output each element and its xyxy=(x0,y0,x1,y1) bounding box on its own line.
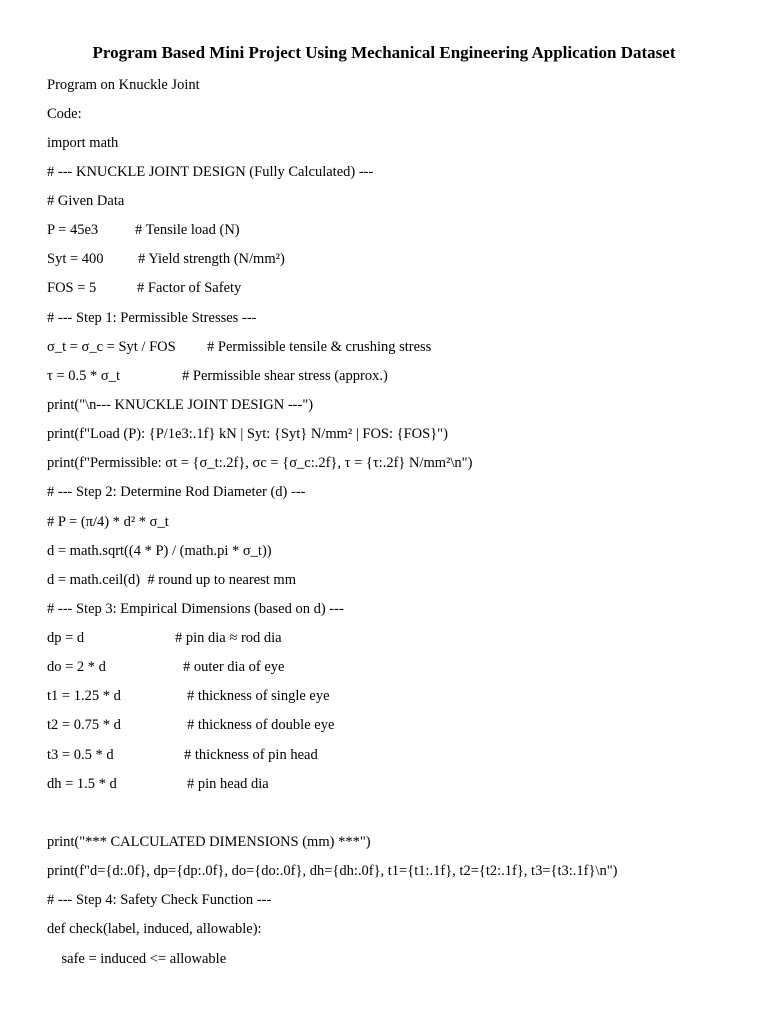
code-line: # --- Step 1: Permissible Stresses --- xyxy=(47,310,257,326)
code-line: dh = 1.5 * d xyxy=(47,776,117,792)
code-line: τ = 0.5 * σ_t xyxy=(47,368,120,384)
code-line: # Given Data xyxy=(47,193,125,209)
code-comment: # outer dia of eye xyxy=(183,659,285,675)
code-line: P = 45e3 xyxy=(47,222,99,238)
code-line: t2 = 0.75 * d xyxy=(47,717,121,733)
code-comment: # Factor of Safety xyxy=(137,280,242,296)
code-line: print("*** CALCULATED DIMENSIONS (mm) ***") xyxy=(47,834,371,850)
code-line: do = 2 * d xyxy=(47,659,106,675)
code-label: Code: xyxy=(47,106,82,122)
code-comment: # Permissible shear stress (approx.) xyxy=(182,368,388,384)
document-title: Program Based Mini Project Using Mechanical Engineering Application Dataset xyxy=(92,43,676,62)
code-line: σ_t = σ_c = Syt / FOS xyxy=(47,339,176,355)
code-line: # P = (π/4) * d² * σ_t xyxy=(47,514,169,530)
code-line: print(f"d={d:.0f}, dp={dp:.0f}, do={do:.0f}, dh={dh:.0f}, t1={t1:.1f}, t2={t2:.1f}, t3={t3:.1f}\n") xyxy=(47,863,618,879)
code-line: d = math.sqrt((4 * P) / (math.pi * σ_t)) xyxy=(47,543,272,559)
code-line: d = math.ceil(d) # round up to nearest mm xyxy=(47,572,296,588)
code-line: # --- Step 2: Determine Rod Diameter (d) --- xyxy=(47,484,306,500)
code-line: print(f"Permissible: σt = {σ_t:.2f}, σc = {σ_c:.2f}, τ = {τ:.2f} N/mm²\n") xyxy=(47,455,473,471)
code-line: import math xyxy=(47,135,119,151)
code-line: safe = induced <= allowable xyxy=(47,951,227,967)
code-line: dp = d xyxy=(47,630,85,646)
code-line: # --- Step 3: Empirical Dimensions (based on d) --- xyxy=(47,601,344,617)
code-line: t1 = 1.25 * d xyxy=(47,688,121,704)
code-comment: # pin head dia xyxy=(187,776,269,792)
code-comment: # thickness of single eye xyxy=(187,688,330,704)
code-line: FOS = 5 xyxy=(47,280,97,296)
program-heading: Program on Knuckle Joint xyxy=(47,77,200,93)
code-line: Syt = 400 xyxy=(47,251,104,267)
code-comment: # thickness of pin head xyxy=(184,747,318,763)
code-line: t3 = 0.5 * d xyxy=(47,747,114,763)
code-comment: # Permissible tensile & crushing stress xyxy=(207,339,432,355)
code-comment: # thickness of double eye xyxy=(187,717,335,733)
code-line: print("\n--- KNUCKLE JOINT DESIGN ---") xyxy=(47,397,314,413)
code-comment: # Tensile load (N) xyxy=(135,222,240,238)
code-line: # --- KNUCKLE JOINT DESIGN (Fully Calculated) --- xyxy=(47,164,374,180)
code-line: print(f"Load (P): {P/1e3:.1f} kN | Syt: {Syt} N/mm² | FOS: {FOS}") xyxy=(47,426,448,442)
code-comment: # Yield strength (N/mm²) xyxy=(138,251,285,267)
code-line: # --- Step 4: Safety Check Function --- xyxy=(47,892,272,908)
code-line: def check(label, induced, allowable): xyxy=(47,921,262,937)
code-comment: # pin dia ≈ rod dia xyxy=(175,630,282,646)
